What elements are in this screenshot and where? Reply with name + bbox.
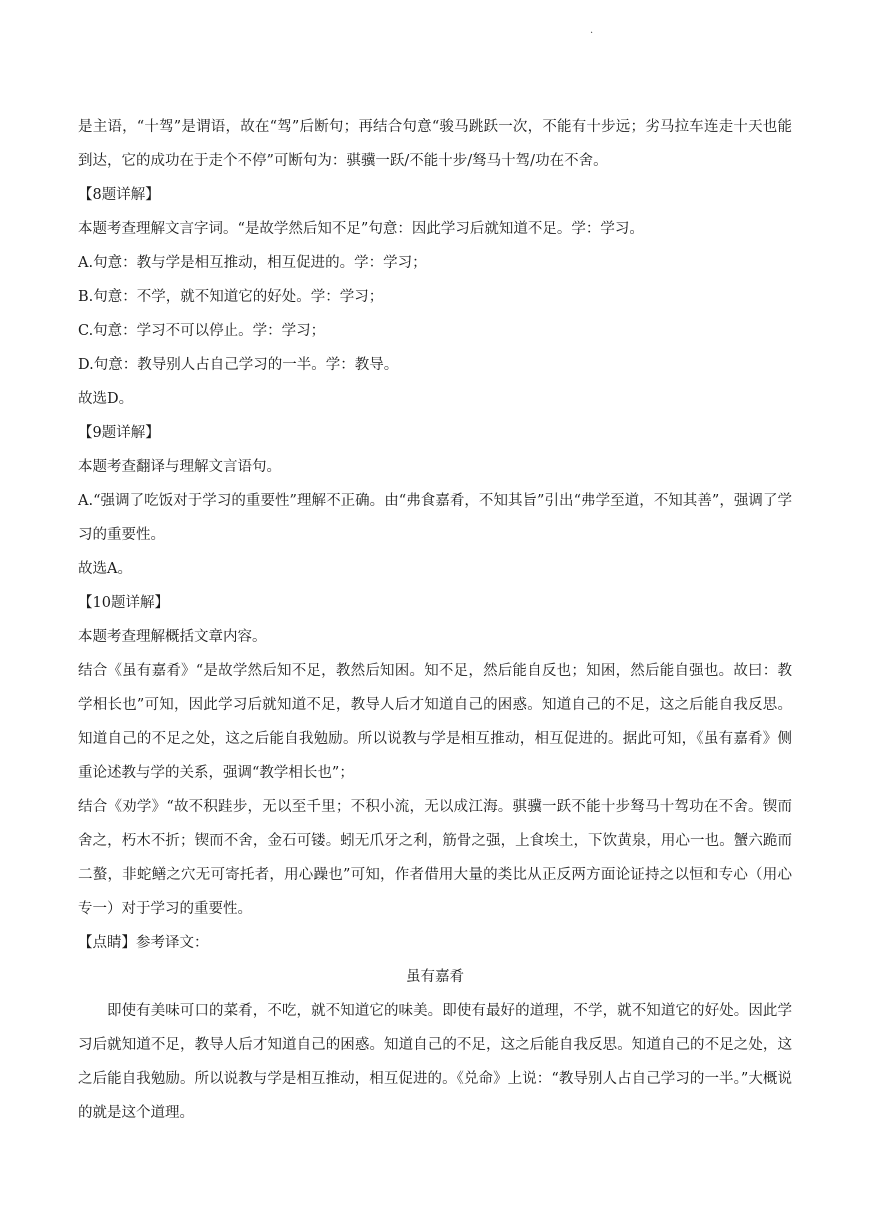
paragraph: 本题考查翻译与理解文言语句。 [78,459,281,475]
option-a: A.句意：教与学是相互推动，相互促进的。学：学习； [78,255,427,271]
translation-title: 虽有嘉肴 [406,969,464,985]
paragraph: 本题考查理解文言字词。“是故学然后知不足”句意：因此学习后就知道不足。学：学习。 [78,221,644,237]
paragraph: 结合《虽有嘉肴》“是故学然后知不足，教然后知困。知不足，然后能自反也；知困，然后能自强也。故曰：教学相长也”可知，因此学习后就知道不足，教导人后才知道自己的困惑。知道自己的不足，这之后能自我反思。知道自己的不足之处，这之后能自我勉励。所以说教与学是相互推动，相互促进的。据此可知，《虽有嘉肴》侧重论述教与学的关系，强调“教学相长也”； [78,663,792,781]
section-heading: 【9题详解】 [78,425,160,441]
paragraph: 是主语，“十驾”是谓语，故在“驾”后断句；再结合句意“骏马跳跃一次，不能有十步远；劣马拉车连走十天也能到达，它的成功在于走个不停”可断句为：骐骥一跃/不能十步/驽马十驾/功在不舍。 [78,119,792,169]
translation-paragraph: 即使有美味可口的菜肴，不吃，就不知道它的味美。即使有最好的道理，不学，就不知道它的好处。因此学习后就知道不足，教导人后才知道自己的困惑。知道自己的不足，这之后能自我反思。知道自己的不足之处，这之后能自我勉励。所以说教与学是相互推动，相互促进的。《兑命》上说：“教导别人占自己学习的一半。”大概说的就是这个道理。 [78,1003,792,1121]
section-heading: 【8题详解】 [78,187,160,203]
option-a: A.“强调了吃饭对于学习的重要性”理解不正确。由“弗食嘉肴，不知其旨”引出“弗学至道，不知其善”，强调了学习的重要性。 [78,493,792,543]
option-c: C.句意：学习不可以停止。学：学习； [78,323,326,339]
option-d: D.句意：教导别人占自己学习的一半。学：教导。 [78,357,399,373]
paragraph: 本题考查理解概括文章内容。 [78,629,267,645]
answer: 故选A。 [78,561,132,577]
header-mark: · [590,28,594,39]
option-b: B.句意：不学，就不知道它的好处。学：学习； [78,289,384,305]
document-body [78,110,792,1130]
section-heading: 【点睛】参考译文： [78,935,209,951]
answer: 故选D。 [78,391,134,407]
section-heading: 【10题详解】 [78,595,169,611]
paragraph: 结合《劝学》“故不积跬步，无以至千里；不积小流，无以成江海。骐骥一跃不能十步驽马十驾功在不舍。锲而舍之，朽木不折；锲而不舍，金石可镂。蚓无爪牙之利，筋骨之强，上食埃土，下饮黄泉，用心一也。蟹六跪而二螯，非蛇鳝之穴无可寄托者，用心躁也”可知，作者借用大量的类比从正反两方面论证持之以恒和专心（用心专一）对于学习的重要性。 [78,799,792,917]
